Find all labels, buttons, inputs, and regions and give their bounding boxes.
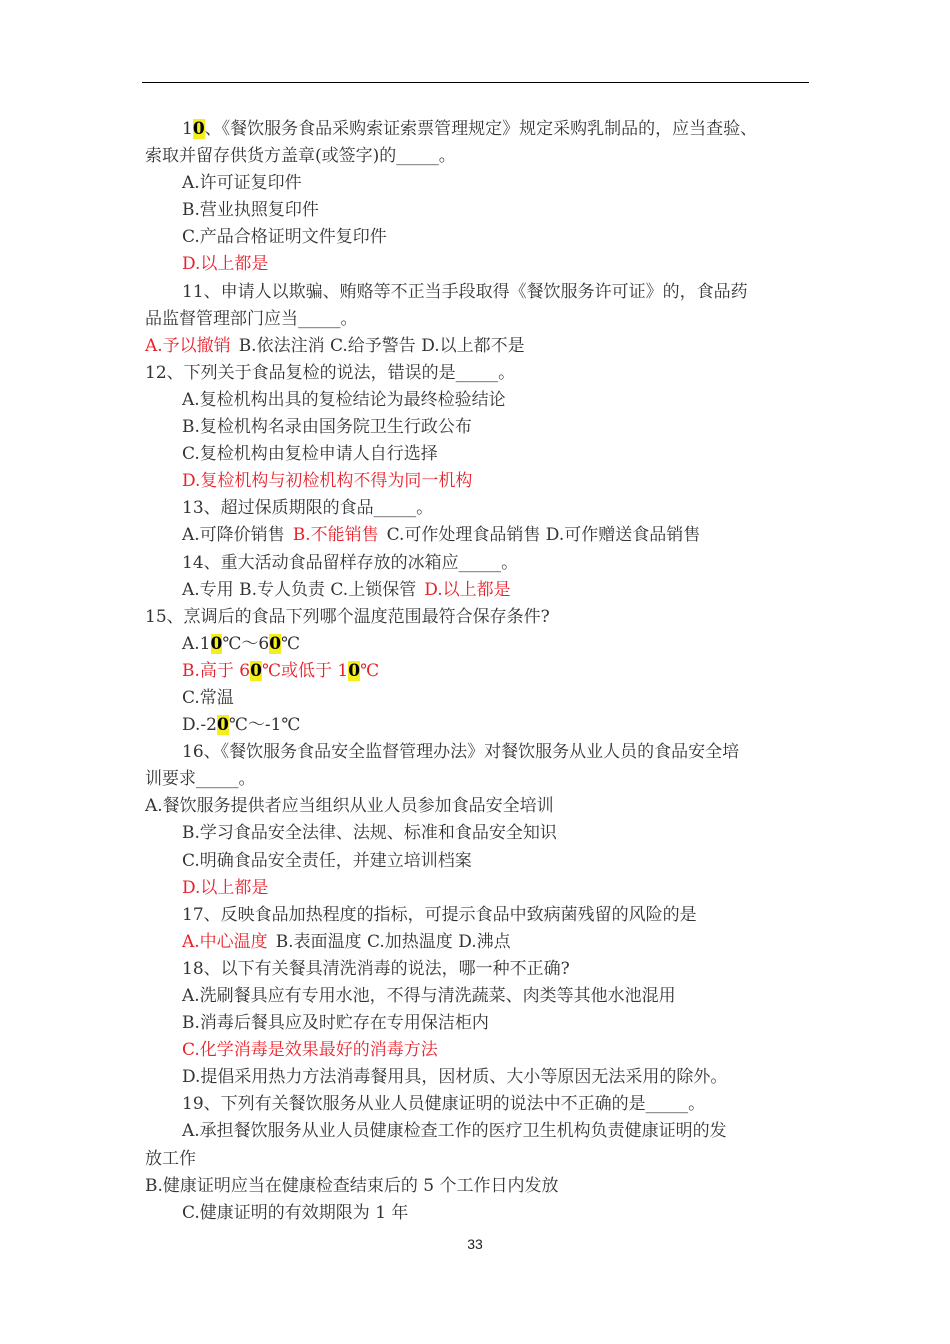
- q13-answer-b: B.不能销售: [292, 525, 379, 546]
- highlight-mark: 0: [269, 633, 282, 654]
- q15-option-d: D.-20℃～-1℃: [182, 715, 301, 736]
- q18-option-d: D.提倡采用热力方法消毒餐用具，因材质、大小等原因无法采用的除外。: [182, 1067, 728, 1088]
- question-list: [145, 116, 809, 1227]
- q11-other-options: B.依法注消 C.给予警告 D.以上都不是: [238, 335, 525, 356]
- q17-stem: 17、反映食品加热程度的指标，可提示食品中致病菌残留的风险的是: [182, 904, 697, 925]
- q12-option-b: B.复检机构名录由国务院卫生行政公布: [182, 417, 472, 438]
- q13-options: [145, 522, 809, 549]
- q12-option-c: C.复检机构由复检申请人自行选择: [182, 444, 438, 465]
- q16-option-b: B.学习食品安全法律、法规、标准和食品安全知识: [182, 823, 557, 844]
- q16-option-c: C.明确食品安全责任，并建立培训档案: [182, 850, 472, 871]
- q12-answer-d: D.复检机构与初检机构不得为同一机构: [182, 471, 473, 492]
- q15-stem: 15、烹调后的食品下列哪个温度范围最符合保存条件?: [145, 606, 550, 627]
- q15-option-a: A.10℃～60℃: [182, 633, 301, 654]
- q16-stem-line1: 16、《餐饮服务食品安全监督管理办法》对餐饮服务从业人员的食品安全培: [182, 742, 740, 763]
- q16-option-a: A.餐饮服务提供者应当组织从业人员参加食品安全培训: [145, 796, 554, 817]
- q10-option-a: A.许可证复印件: [182, 173, 302, 194]
- q10-stem-line1: 10、《餐饮服务食品采购索证索票管理规定》规定采购乳制品的，应当查验、: [182, 119, 758, 139]
- q18-option-a: A.洗刷餐具应有专用水池，不得与清洗蔬菜、肉类等其他水池混用: [182, 986, 676, 1006]
- q19-option-a-line2: 放工作: [145, 1148, 196, 1169]
- highlight-mark: 0: [348, 660, 361, 681]
- q11-stem-line2: 品监督管理部门应当_____。: [145, 308, 358, 329]
- q10-option-b: B.营业执照复印件: [182, 200, 319, 221]
- q14-options: [145, 577, 809, 604]
- q17-options: [145, 929, 809, 956]
- q18-stem: 18、以下有关餐具清洗消毒的说法，哪一种不正确?: [182, 958, 570, 979]
- q10-option-c: C.产品合格证明文件复印件: [182, 227, 387, 248]
- q18-answer-c: C.化学消毒是效果最好的消毒方法: [182, 1040, 438, 1061]
- page-number: 33: [467, 1236, 483, 1252]
- q13-stem: 13、超过保质期限的食品_____。: [182, 498, 434, 519]
- q12-option-a: A.复检机构出具的复检结论为最终检验结论: [182, 389, 506, 410]
- q12-stem: 12、下列关于食品复检的说法，错误的是_____。: [145, 362, 516, 383]
- q19-option-a-line1: A.承担餐饮服务从业人员健康检查工作的医疗卫生机构负责健康证明的发: [182, 1121, 727, 1142]
- q10-stem-line2: 索取并留存供货方盖章(或签字)的_____。: [145, 146, 456, 167]
- q19-stem: 19、下列有关餐饮服务从业人员健康证明的说法中不正确的是_____。: [182, 1094, 706, 1115]
- highlight-mark: 0: [250, 660, 262, 681]
- q16-stem-line2: 训要求_____。: [145, 769, 256, 790]
- q19-option-b: B.健康证明应当在健康检查结束后的 5 个工作日内发放: [145, 1175, 559, 1196]
- highlight-mark: 0: [210, 633, 223, 654]
- header-rule: [142, 82, 809, 83]
- q11-stem-line1: 11、申请人以欺骗、贿赂等不正当手段取得《餐饮服务许可证》的，食品药: [182, 281, 748, 302]
- q17-answer-a: A.中心温度: [182, 931, 268, 952]
- q18-option-b: B.消毒后餐具应及时贮存在专用保洁柜内: [182, 1013, 489, 1034]
- q15-option-c: C.常温: [182, 687, 234, 708]
- q13-option-a: A.可降价销售: [182, 525, 285, 546]
- q10-answer-d: D.以上都是: [182, 254, 269, 275]
- highlight-mark: 0: [192, 119, 205, 139]
- q11-answer-a: A.予以撤销: [145, 335, 231, 356]
- q14-answer-d: D.以上都是: [424, 579, 511, 600]
- highlight-mark: 0: [217, 715, 229, 736]
- q17-other-options: B.表面温度 C.加热温度 D.沸点: [275, 931, 511, 952]
- q14-stem: 14、重大活动食品留样存放的冰箱应_____。: [182, 552, 519, 573]
- q19-option-c: C.健康证明的有效期限为 1 年: [182, 1202, 409, 1223]
- q15-answer-b: B.高于 60℃或低于 10℃: [182, 660, 380, 681]
- q14-other-options: A.专用 B.专人负责 C.上锁保管: [182, 579, 417, 600]
- q11-options: [145, 333, 809, 360]
- q13-other-options: C.可作处理食品销售 D.可作赠送食品销售: [386, 525, 701, 546]
- q16-answer-d: D.以上都是: [182, 877, 269, 898]
